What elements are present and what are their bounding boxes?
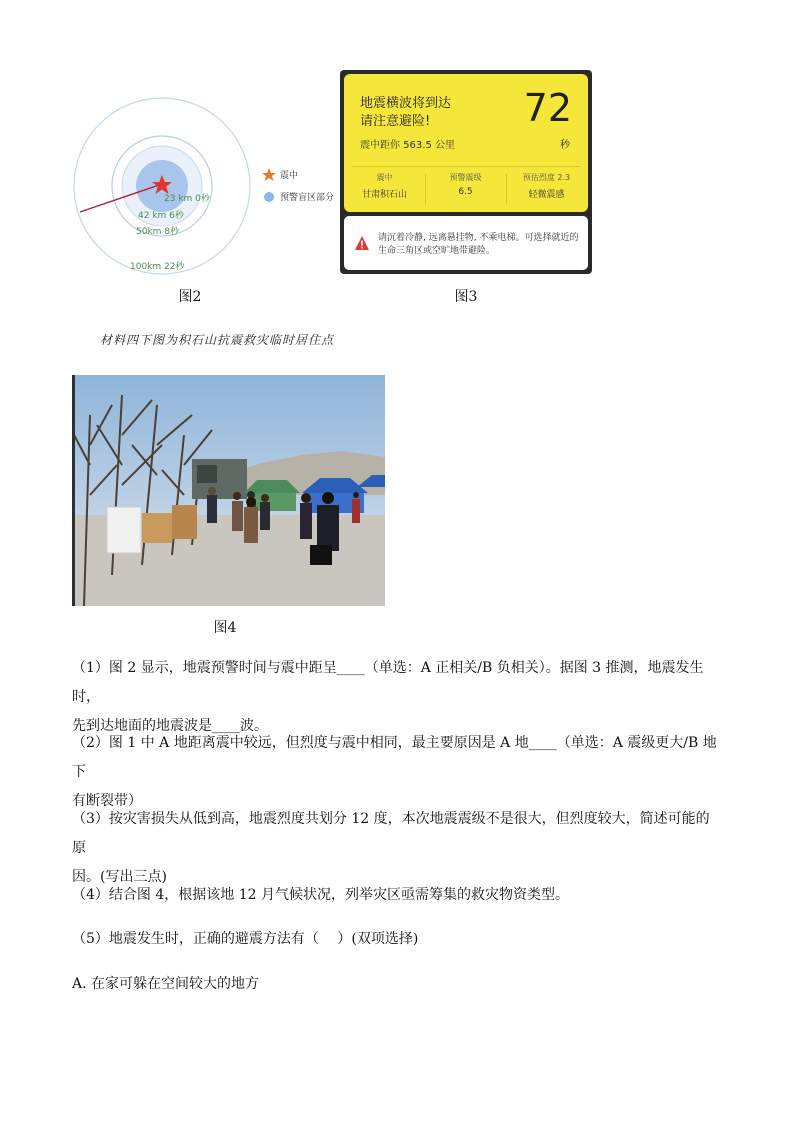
ring-label-23: 23 km 0秒: [164, 194, 210, 204]
question-3: [72, 805, 722, 892]
question-1-line-2: 先到达地面的地震波是____波。: [72, 718, 268, 734]
alert-title-line1: 地震横波将到达: [360, 96, 452, 111]
legend-star-icon: [262, 168, 276, 181]
question-5: （5）地震发生时，正确的避震方法有（ ）(双项选择): [72, 931, 419, 947]
option-a: A. 在家可躲在空间较大的地方: [72, 976, 260, 992]
supply-bags: [107, 507, 141, 553]
col-label: 预估烈度 2.3: [522, 173, 571, 182]
col-value: 轻微震感: [528, 190, 565, 200]
col-value: 甘肃积石山: [361, 190, 407, 200]
alert-col-epicenter: [344, 172, 425, 200]
figure-2-label: 图2: [178, 289, 202, 305]
legend-epicenter: 震中: [280, 171, 299, 181]
question-3-line-1: （3）按灾害损失从低到高，地震烈度共划分 12 度，本次地震震级不是很大，但烈度较大，简述可能的原: [72, 811, 710, 856]
col-label: 震中: [376, 173, 393, 182]
question-2-line-2: 有断裂带）: [72, 793, 142, 809]
alert-distance: 震中距你 563.5 公里: [360, 140, 455, 151]
legend-blind: 预警盲区部分: [280, 193, 335, 203]
ring-label-100: 100km 22秒: [130, 262, 185, 272]
supply-boxes: [142, 513, 172, 543]
truck-window: [197, 465, 217, 483]
figure-4-label: 图4: [213, 620, 237, 636]
alert-col-intensity: [506, 172, 587, 200]
warning-triangle-icon: [354, 235, 370, 251]
legend-blind-icon: [264, 192, 274, 202]
alert-countdown: 72: [523, 86, 572, 130]
photo-edge: [72, 375, 75, 606]
alert-unit: 秒: [560, 140, 570, 151]
warning-text: 请沉着冷静, 远离悬挂物, 不乘电梯。可选择就近的生命三角区或空旷地带避险。: [378, 233, 579, 256]
figure-3-label: 图3: [454, 289, 478, 305]
alert-divider: [352, 166, 580, 167]
figure-4-photo: [72, 375, 385, 606]
question-1-line-1: （1）图 2 显示，地震预警时间与震中距呈____（单选：A 正相关/B 负相关）。据图 3 推测，地震发生时，: [72, 660, 704, 705]
material-4-caption: 材料四下图为积石山抗震救灾临时居住点: [100, 333, 335, 347]
alert-col-magnitude: [425, 172, 506, 197]
alert-warning-box: [344, 216, 588, 270]
question-4: （4）结合图 4，根据该地 12 月气候状况，列举灾区亟需筹集的救灾物资类型。: [72, 887, 569, 903]
col-value: 6.5: [458, 187, 473, 197]
question-1: [72, 654, 722, 741]
figure-3-alert: [340, 70, 592, 274]
question-2-line-1: （2）图 1 中 A 地距离震中较远，但烈度与震中相同，最主要原因是 A 地____（单选：A 震级更大/B 地下: [72, 735, 717, 780]
question-3-line-2: 因。(写出三点): [72, 869, 167, 885]
col-label: 预警震级: [449, 173, 482, 182]
ring-label-50: 50km 8秒: [136, 227, 180, 237]
supply-boxes-2: [172, 505, 197, 539]
question-2: [72, 729, 722, 816]
figure-2-diagram: [72, 96, 342, 276]
alert-banner: [344, 74, 588, 212]
alert-title-line2: 请注意避险!: [360, 114, 431, 129]
ring-label-42: 42 km 6秒: [138, 211, 184, 221]
